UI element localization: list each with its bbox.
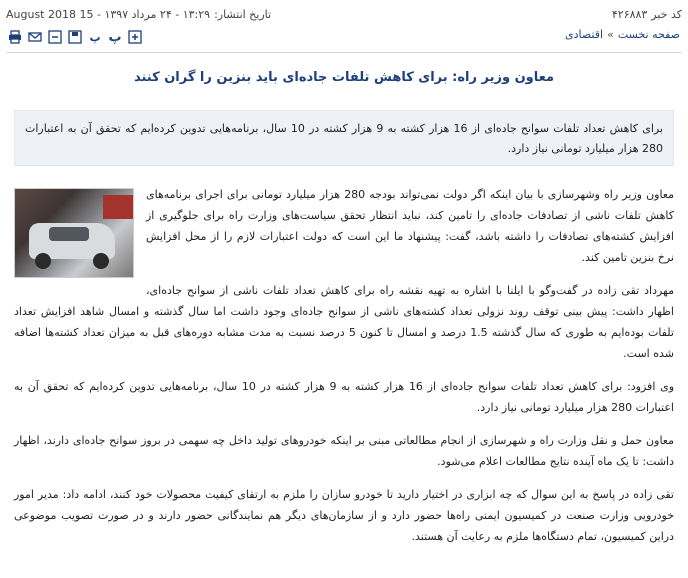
news-code-label: کد خبر: [651, 7, 682, 21]
print-icon[interactable]: [8, 30, 22, 44]
article-paragraph-3: وی افزود: برای کاهش تعداد تلفات سوانح جاده‌ای از 16 هزار کشته به 9 هزار کشته در 10 سال، برنامه‌هایی تدوین کرده‌ایم که تحقق آن به اعتبارات 280 هزار میلیارد تومانی نیاز دارد.: [14, 380, 675, 414]
news-code: [612, 8, 682, 21]
crash-photo[interactable]: [14, 188, 134, 278]
publish-date-label: تاریخ انتشار:: [214, 7, 272, 21]
article-lead: برای کاهش تعداد تلفات سوانح جاده‌ای از 16 هزار کشته به 9 هزار کشته در 10 سال، برنامه‌هایی تدوین کرده‌ایم که تحقق آن به اعتبارات 280 هزار میلیارد تومانی نیاز دارد.: [14, 110, 674, 166]
article-paragraph-5: تقی زاده در پاسخ به این سوال که چه ابزاری در اختیار دارید تا خودرو سازان را ملزم به ارتقای کیفیت محصولات خود کنند، ادامه داد: مدیر امور خودرویی وزارت صنعت در کمیسیون ایمنی راه‌ها حضور دارد و از سازمان‌های دیگر هم نمایندگانی حضور دارند و در صورت تصویب موضوعی دراین کمیسیون، تمام دستگاه‌ها ملزم به رعایت آن هستند.: [14, 488, 674, 543]
shrink-font-icon[interactable]: [48, 30, 62, 44]
article-paragraph-2: مهرداد تقی زاده در گفت‌وگو با ایلنا با اشاره به تهیه نقشه راه برای کاهش تعداد تلفات ناشی از سوانح جاده‌ای، اظهار داشت: پیش بینی توقف روند نزولی تعداد کشته‌های ناشی از سوانح جاده‌ای وجود داشت اما سال گذشته و امسال شاهد افزایش تعداد تلفات بوده‌ایم به طوری که سال گذشته 1.5 درصد و امسال تا کنون 5 درصد نسبت به مدت مشابه دوره‌های قبل به میزان تعداد کشته‌ها اضافه شده است.: [14, 284, 674, 360]
save-icon[interactable]: [68, 30, 82, 44]
publish-date-value: ۱۳:۲۹ - ۲۴ مرداد ۱۳۹۷ - 15 August 2018: [6, 7, 211, 21]
font-large-icon[interactable]: پ: [108, 29, 122, 45]
breadcrumb-section[interactable]: اقتصادی: [565, 28, 604, 41]
font-small-icon[interactable]: پ: [89, 30, 101, 44]
breadcrumb: [565, 28, 680, 41]
article-headline: معاون وزیر راه: برای کاهش تلفات جاده‌ای باید بنزین را گران کنند: [133, 70, 555, 85]
paragraph-text: معاون وزیر راه وشهرسازی با بیان اینکه اگر دولت نمی‌تواند بودجه 280 هزار میلیارد تومانی برای اجرای برنامه‌های کاهش تلفات ناشی از تصادفات جاده‌ای را تامین کند، نباید انتظار تحقق سیاست‌های وزارت راه برای جلوگیری از افزایش کشته‌های تصادفات را داشته باشد، گفت: پیشنهاد ما این است که دولت اعتبارات لازم را از محل افزایش نرخ بنزین تامین کند.: [146, 188, 675, 264]
enlarge-icon[interactable]: [128, 30, 142, 44]
publish-date: [6, 8, 271, 21]
breadcrumb-separator: »: [607, 28, 614, 41]
meta-bar: [6, 6, 682, 22]
article-toolbar: [8, 30, 142, 44]
article-body: [14, 184, 674, 559]
news-code-value: ۴۲۶۸۸۳: [611, 7, 648, 21]
divider: [6, 52, 682, 53]
breadcrumb-home[interactable]: صفحه نخست: [617, 28, 680, 41]
article-paragraph-1: [14, 184, 674, 268]
article-paragraph-4: معاون حمل و نقل وزارت راه و شهرسازی از انجام مطالعاتی مبنی بر اینکه خودروهای تولید داخل چه سهمی در بروز سوانح جاده‌ای دارند، اظهار داشت: تا یک ماه آینده نتایج مطالعات اعلام می‌شود.: [14, 434, 674, 468]
email-icon[interactable]: [28, 30, 42, 44]
